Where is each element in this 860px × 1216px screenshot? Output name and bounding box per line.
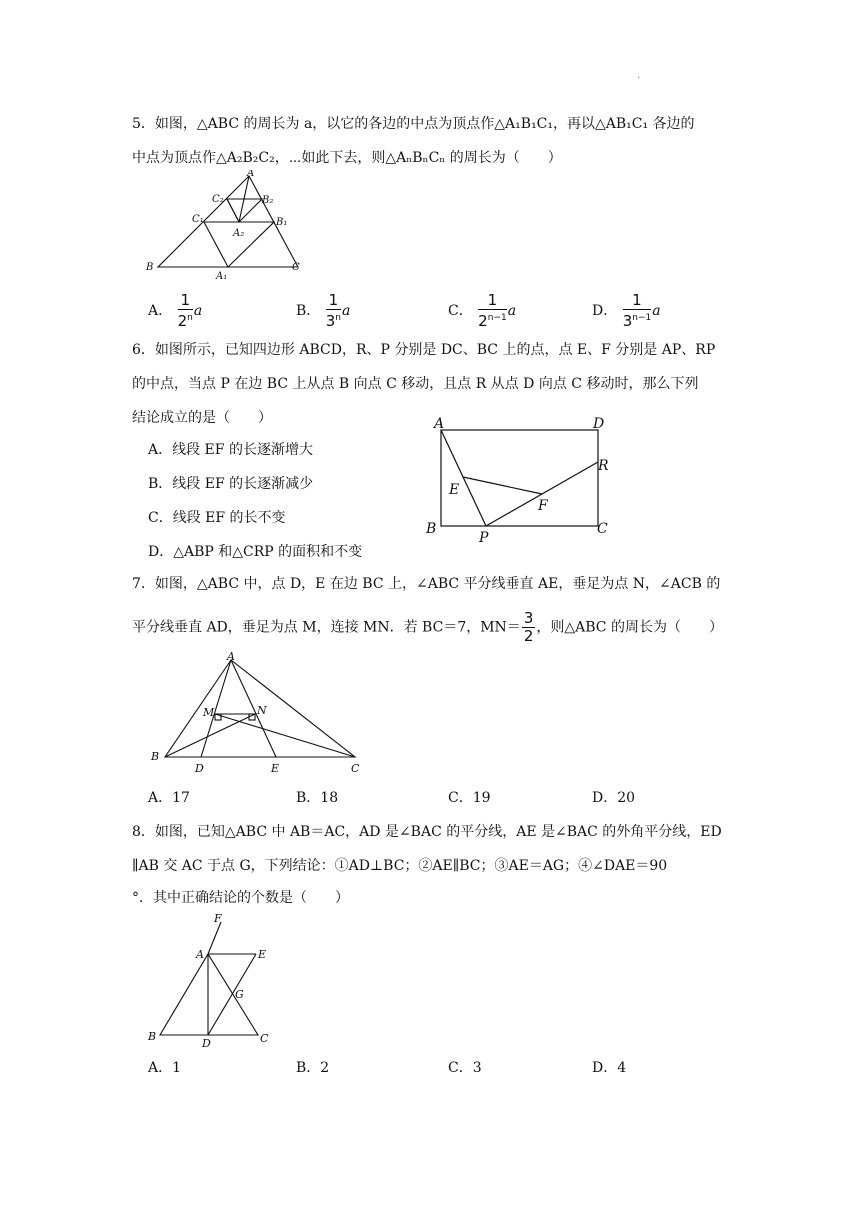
q6-option-d[interactable]: D．△ABP 和△CRP 的面积和不变: [148, 544, 363, 560]
q6-rectangle-abcd: [441, 430, 598, 526]
q7-label-e: E: [271, 762, 280, 775]
q5-label-b: B: [146, 262, 154, 273]
q8-label-d: D: [202, 1037, 211, 1050]
q8-line1: 8．如图，已知△ABC 中 AB＝AC，AD 是∠BAC 的平分线，AE 是∠BAC 的外角平分线，ED: [132, 824, 722, 840]
q7-label-n: N: [257, 704, 267, 717]
q5-option-a[interactable]: A． $\frac{1}{2^n}$ a: [148, 291, 203, 330]
q7-option-a[interactable]: A．17: [148, 790, 190, 806]
q5-label-c2: C₂: [212, 194, 224, 205]
q8-option-d[interactable]: D．4: [592, 1060, 627, 1076]
q5-label-a: A: [247, 170, 255, 179]
q5-label-a2: A₂: [233, 228, 245, 239]
q6-figure: [420, 412, 630, 548]
q6-label-b: B: [426, 521, 437, 537]
q5-label-c: C: [292, 262, 300, 273]
q6-label-c: C: [597, 521, 608, 537]
q6-option-a[interactable]: A．线段 EF 的长逐渐增大: [148, 442, 313, 458]
q5-figure: [140, 170, 310, 282]
q8-figure: [140, 910, 280, 1050]
q6-label-a: A: [434, 416, 445, 432]
q7-label-c: C: [351, 762, 360, 775]
q7-label-b: B: [151, 750, 160, 763]
q7-label-m: M: [203, 706, 215, 719]
q8-label-g: G: [235, 988, 244, 1001]
q8-option-a[interactable]: A．1: [148, 1060, 182, 1076]
q7-label-d: D: [195, 762, 204, 775]
q6-line2: 的中点，当点 P 在边 BC 上从点 B 向点 C 移动，且点 R 从点 D 向点 C 移动时，那么下列: [132, 376, 699, 392]
q8-option-b[interactable]: B．2: [296, 1060, 330, 1076]
q8-label-c: C: [260, 1032, 269, 1045]
q5-label-c1: C₁: [192, 214, 204, 225]
q7-line2: 平分线垂直 AD，垂足为点 M，连接 MN．若 BC＝7，MN＝ $\frac{3}{2}$ ，则△ABC 的周长为（ ）: [132, 609, 723, 645]
q5-line1: 5．如图，△ABC 的周长为 a，以它的各边的中点为顶点作△A₁B₁C₁，再以△AB₁C₁ 各边的: [132, 116, 695, 132]
q8-label-a: A: [196, 948, 204, 961]
q6-line1: 6．如图所示，已知四边形 ABCD，R、P 分别是 DC、BC 上的点，点 E、F 分别是 AP、RP: [132, 342, 716, 358]
q5-line2: 中点为顶点作△A₂B₂C₂，⋯如此下去，则△AₙBₙCₙ 的周长为（ ）: [132, 150, 562, 166]
q6-option-c[interactable]: C．线段 EF 的长不变: [148, 510, 286, 526]
q8-option-c[interactable]: C．3: [448, 1060, 482, 1076]
q6-label-p: P: [479, 530, 489, 546]
q8-label-f: F: [214, 912, 222, 925]
q5-option-b[interactable]: B． $\frac{1}{3^n}$ a: [296, 291, 351, 330]
q8-label-b: B: [148, 1030, 157, 1043]
q6-label-r: R: [598, 458, 609, 474]
q7-option-d[interactable]: D．20: [592, 790, 636, 806]
q7-figure: [145, 650, 370, 775]
q7-line1: 7．如图，△ABC 中，点 D，E 在边 BC 上，∠ABC 平分线垂直 AE，垂足为点 N，∠ACB 的: [132, 576, 721, 592]
q6-label-d: D: [593, 416, 605, 432]
q7-option-b[interactable]: B．18: [296, 790, 339, 806]
q8-line3: °．其中正确结论的个数是（ ）: [132, 890, 349, 906]
q8-line2: ∥AB 交 AC 于点 G，下列结论：①AD⊥BC；②AE∥BC；③AE＝AG；④∠DAE＝90: [132, 858, 668, 874]
q5-triangle-a2b2c2: [227, 199, 262, 222]
q8-label-e: E: [258, 948, 267, 961]
q5-label-b2: B₂: [262, 195, 274, 206]
q6-option-b[interactable]: B．线段 EF 的长逐渐减少: [148, 476, 314, 492]
q6-label-e: E: [449, 482, 460, 498]
header-mark: .: [637, 70, 641, 81]
q6-label-f: F: [538, 498, 548, 514]
q5-option-d[interactable]: D． $\frac{1}{3^{n-1}}$ a: [592, 291, 661, 330]
q6-line3: 结论成立的是（ ）: [132, 410, 272, 426]
q7-option-c[interactable]: C．19: [448, 790, 491, 806]
q5-label-a1: A₁: [216, 271, 228, 282]
q5-option-c[interactable]: C． $\frac{1}{2^{n-1}}$ a: [448, 291, 517, 330]
q7-label-a: A: [227, 650, 235, 663]
q5-label-b1: B₁: [276, 217, 288, 228]
